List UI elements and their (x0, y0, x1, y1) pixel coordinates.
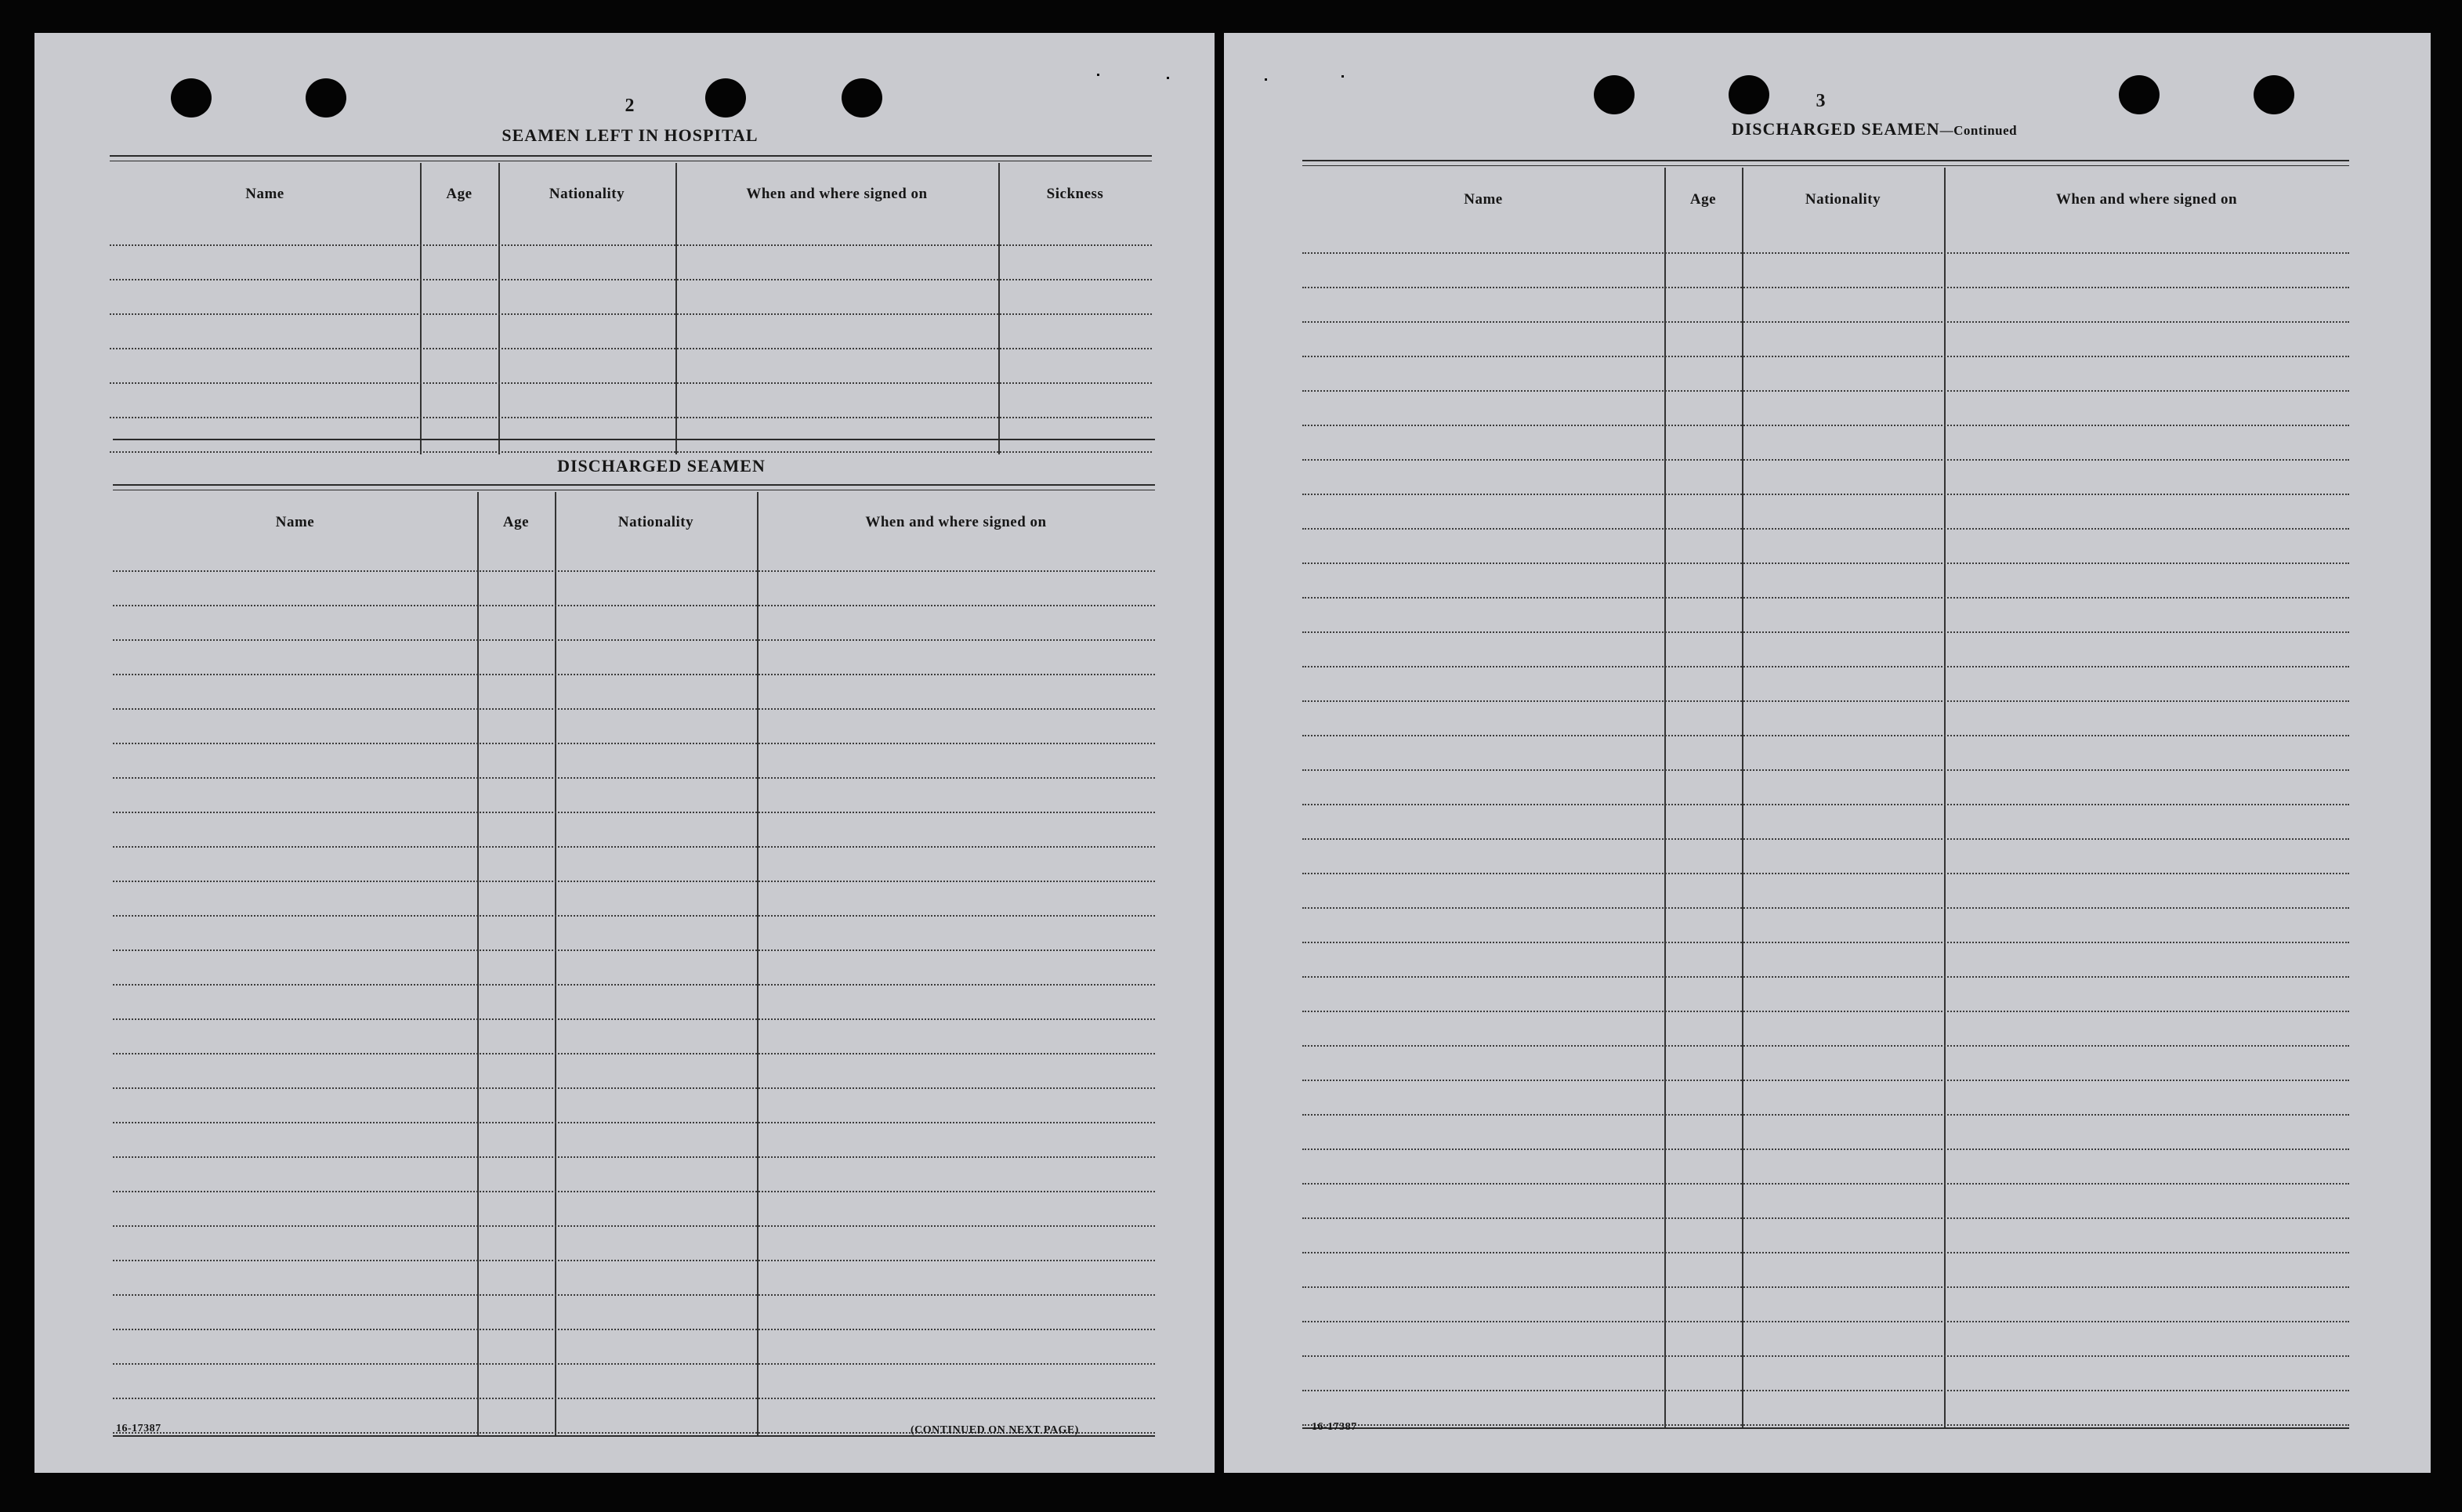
section-title-suffix: —Continued (1939, 123, 2018, 138)
row-line (1302, 321, 2349, 323)
column-header: When and where signed on (746, 186, 928, 202)
row-line (1302, 700, 2349, 702)
row-line (1302, 838, 2349, 840)
row-line (113, 1156, 1155, 1158)
discharged-section-title: DISCHARGED SEAMEN (557, 456, 766, 476)
column-divider (420, 163, 422, 454)
row-line (113, 605, 1155, 606)
page-number: 3 (1816, 91, 1827, 111)
column-header: Name (275, 514, 315, 530)
header-rule (110, 155, 1152, 157)
row-line (1302, 666, 2349, 667)
punch-hole (2119, 75, 2160, 114)
table-bottom-rule (1302, 1427, 2349, 1429)
column-header: Nationality (617, 514, 694, 530)
row-line (113, 846, 1155, 848)
row-line (1302, 425, 2349, 426)
row-line (1302, 1045, 2349, 1047)
row-line (1302, 873, 2349, 874)
row-line (113, 915, 1155, 917)
hospital-table (110, 163, 1152, 476)
column-header: Age (502, 514, 530, 530)
row-line (110, 417, 1152, 418)
row-line (113, 708, 1155, 710)
continued-table (1302, 168, 2349, 1452)
column-header: Sickness (1046, 186, 1104, 202)
hospital-section-title: SEAMEN LEFT IN HOSPITAL (501, 125, 759, 145)
row-line (113, 1191, 1155, 1192)
punch-hole (1729, 75, 1769, 114)
row-line (1302, 287, 2349, 288)
row-line (113, 639, 1155, 641)
row-line (113, 1329, 1155, 1330)
header-rule (1302, 165, 2349, 166)
punch-hole (2254, 75, 2294, 114)
row-line (110, 348, 1152, 349)
row-line (113, 1294, 1155, 1296)
column-header: Nationality (1805, 191, 1881, 208)
section-title-text: DISCHARGED SEAMEN (1731, 119, 1940, 139)
column-header: Name (1464, 191, 1503, 208)
punch-hole (705, 78, 746, 118)
row-line (1302, 1148, 2349, 1150)
row-line (1302, 1114, 2349, 1116)
row-line (110, 244, 1152, 246)
continued-section-title (1655, 119, 2094, 139)
row-line (113, 1018, 1155, 1020)
column-divider (998, 163, 1000, 454)
row-line (113, 777, 1155, 779)
column-header: When and where signed on (865, 514, 1047, 530)
column-header: Nationality (549, 186, 625, 202)
row-line (113, 743, 1155, 744)
row-line (1302, 494, 2349, 495)
row-line (1302, 1217, 2349, 1219)
row-line (110, 451, 1152, 453)
row-line (113, 984, 1155, 986)
row-line (1302, 735, 2349, 736)
column-header: Age (1689, 191, 1717, 208)
row-line (1302, 459, 2349, 461)
row-line (113, 1398, 1155, 1399)
left-page (34, 33, 1215, 1473)
row-line (113, 674, 1155, 675)
row-line (113, 1053, 1155, 1054)
row-line (1302, 631, 2349, 633)
scan-speck (1341, 75, 1344, 78)
row-line (1302, 976, 2349, 978)
row-line (1302, 528, 2349, 530)
row-line (113, 1225, 1155, 1227)
row-line (1302, 1252, 2349, 1253)
row-line (113, 1260, 1155, 1261)
row-line (110, 313, 1152, 315)
row-line (1302, 597, 2349, 599)
form-code: 16-17387 (116, 1423, 161, 1434)
row-line (1302, 1183, 2349, 1185)
row-line (1302, 1390, 2349, 1391)
continued-note: (CONTINUED ON NEXT PAGE) (911, 1424, 1079, 1436)
column-divider (675, 163, 677, 454)
row-line (113, 570, 1155, 572)
scan-speck (1265, 78, 1267, 81)
scan-speck (1097, 74, 1099, 76)
row-line (110, 279, 1152, 280)
row-line (1302, 942, 2349, 943)
punch-hole (842, 78, 882, 118)
row-line (1302, 1424, 2349, 1426)
form-code: 16-17387 (1312, 1421, 1357, 1433)
punch-hole (1594, 75, 1635, 114)
punch-hole (171, 78, 212, 118)
column-header: Name (245, 186, 284, 202)
discharged-table (113, 492, 1155, 1456)
row-line (1302, 356, 2349, 357)
row-line (1302, 769, 2349, 771)
row-line (113, 950, 1155, 951)
row-line (1302, 907, 2349, 909)
section-rule (113, 439, 1155, 440)
row-line (113, 1363, 1155, 1365)
row-line (1302, 1080, 2349, 1081)
row-line (1302, 1321, 2349, 1322)
row-line (113, 1122, 1155, 1123)
right-page (1224, 33, 2431, 1473)
page-number: 2 (625, 96, 635, 116)
row-line (1302, 390, 2349, 392)
row-line (113, 881, 1155, 882)
column-header: Age (446, 186, 472, 202)
header-rule (1302, 160, 2349, 161)
scan-speck (1167, 77, 1169, 79)
header-rule (113, 484, 1155, 486)
row-line (1302, 1355, 2349, 1357)
row-line (1302, 804, 2349, 805)
punch-hole (306, 78, 346, 118)
row-line (1302, 562, 2349, 564)
row-line (1302, 1286, 2349, 1288)
row-line (113, 812, 1155, 813)
row-line (113, 1087, 1155, 1089)
column-divider (498, 163, 500, 454)
row-line (110, 382, 1152, 384)
row-line (1302, 252, 2349, 254)
column-header: When and where signed on (2055, 191, 2238, 208)
row-line (1302, 1011, 2349, 1012)
